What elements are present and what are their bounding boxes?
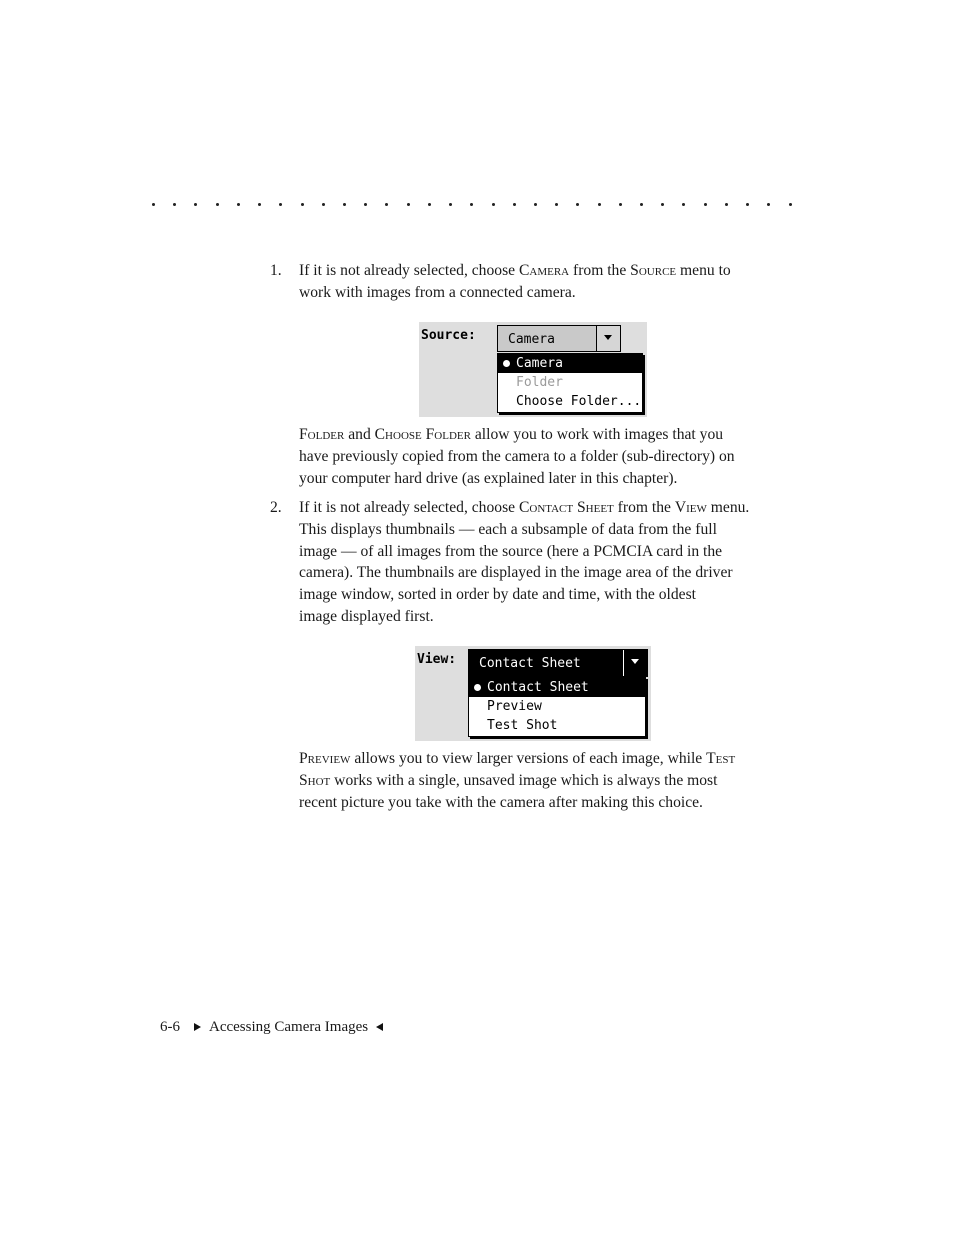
rule-dot (470, 203, 473, 206)
rule-dot (216, 203, 219, 206)
preview-paragraph-line-3: recent picture you take with the camera after making this choice. (299, 793, 703, 811)
page-footer (160, 1017, 383, 1037)
triangle-left-icon (376, 1023, 383, 1031)
rule-dot (364, 203, 367, 206)
triangle-right-icon (194, 1023, 201, 1031)
selected-bullet-icon (474, 684, 481, 691)
rule-dot (725, 203, 728, 206)
rule-dot (152, 203, 155, 206)
rule-dot (576, 203, 579, 206)
source-popup-button[interactable] (497, 325, 621, 352)
view-menu-list (468, 677, 646, 737)
step-2-line: camera). The thumbnails are displayed in the image area of the driver (299, 564, 733, 582)
rule-dot (534, 203, 537, 206)
step-2-line: This displays thumbnails — each a subsample of data from the full (299, 520, 717, 538)
view-menu-screenshot (415, 646, 651, 741)
view-menu-item-contact-sheet[interactable]: Contact Sheet (469, 678, 645, 697)
chevron-down-icon (623, 650, 647, 676)
step-2-line: image — of all images from the source (here a PCMCIA card in the (299, 542, 723, 560)
source-menu-screenshot (419, 322, 647, 417)
rule-dot (746, 203, 749, 206)
step-number-2: 2. (270, 499, 282, 516)
rule-dot (173, 203, 176, 206)
rule-dot (428, 203, 431, 206)
source-menu-list (497, 353, 643, 413)
rule-dot (237, 203, 240, 206)
rule-dot (301, 203, 304, 206)
rule-dot (767, 203, 770, 206)
rule-dot (682, 203, 685, 206)
rule-dot (385, 203, 388, 206)
chapter-title: Accessing Camera Images (209, 1019, 369, 1035)
rule-dot (513, 203, 516, 206)
rule-dot (279, 203, 282, 206)
folder-paragraph (299, 424, 799, 489)
source-menu-item-folder: Folder (516, 375, 563, 390)
step-number-1: 1. (270, 262, 282, 279)
rule-dot (322, 203, 325, 206)
preview-paragraph-line-2: Shot works with a single, unsaved image which is always the most (299, 771, 718, 789)
page-number: 6-6 (160, 1019, 180, 1035)
rule-dot (789, 203, 792, 206)
view-popup-value: Contact Sheet (479, 656, 581, 671)
rule-dot (194, 203, 197, 206)
view-popup-button[interactable] (468, 649, 648, 677)
step-1-line-1: If it is not already selected, choose Camera from the Source menu to (299, 262, 731, 279)
step-2-line: image displayed first. (299, 607, 434, 625)
rule-dot (449, 203, 452, 206)
folder-paragraph-line-3: your computer hard drive (as explained later in this chapter). (299, 469, 678, 487)
rule-dot (343, 203, 346, 206)
rule-dot (704, 203, 707, 206)
rule-dot (661, 203, 664, 206)
step-2-line-1: If it is not already selected, choose Contact Sheet from the View menu. (299, 499, 750, 516)
source-menu-item-camera[interactable]: Camera (498, 354, 642, 373)
source-label: Source: (421, 328, 476, 343)
rule-dot (407, 203, 410, 206)
step-1-text (299, 260, 799, 304)
folder-paragraph-line-1: Folder and Choose Folder allow you to work with images that you (299, 426, 724, 443)
folder-paragraph-line-2: have previously copied from the camera to a folder (sub-directory) on (299, 447, 735, 465)
step-1-line-2: work with images from a connected camera. (299, 283, 576, 301)
rule-dot (640, 203, 643, 206)
selected-bullet-icon (503, 360, 510, 367)
rule-dot (258, 203, 261, 206)
rule-dot (598, 203, 601, 206)
source-menu-item-choose-folder[interactable]: Choose Folder... (516, 394, 642, 409)
source-popup-value: Camera (508, 332, 555, 347)
step-2-line: image window, sorted in order by date and time, with the oldest (299, 586, 696, 604)
rule-dot (555, 203, 558, 206)
preview-paragraph (299, 748, 799, 813)
preview-paragraph-line-1: Preview allows you to view larger versions of each image, while Test (299, 750, 736, 767)
chevron-down-icon (596, 326, 620, 351)
step-2-text (299, 497, 804, 628)
dotted-rule (152, 203, 792, 206)
rule-dot (619, 203, 622, 206)
rule-dot (492, 203, 495, 206)
view-menu-item-test-shot[interactable]: Test Shot (487, 718, 558, 733)
view-label: View: (417, 652, 457, 667)
view-menu-item-preview[interactable]: Preview (487, 699, 542, 714)
